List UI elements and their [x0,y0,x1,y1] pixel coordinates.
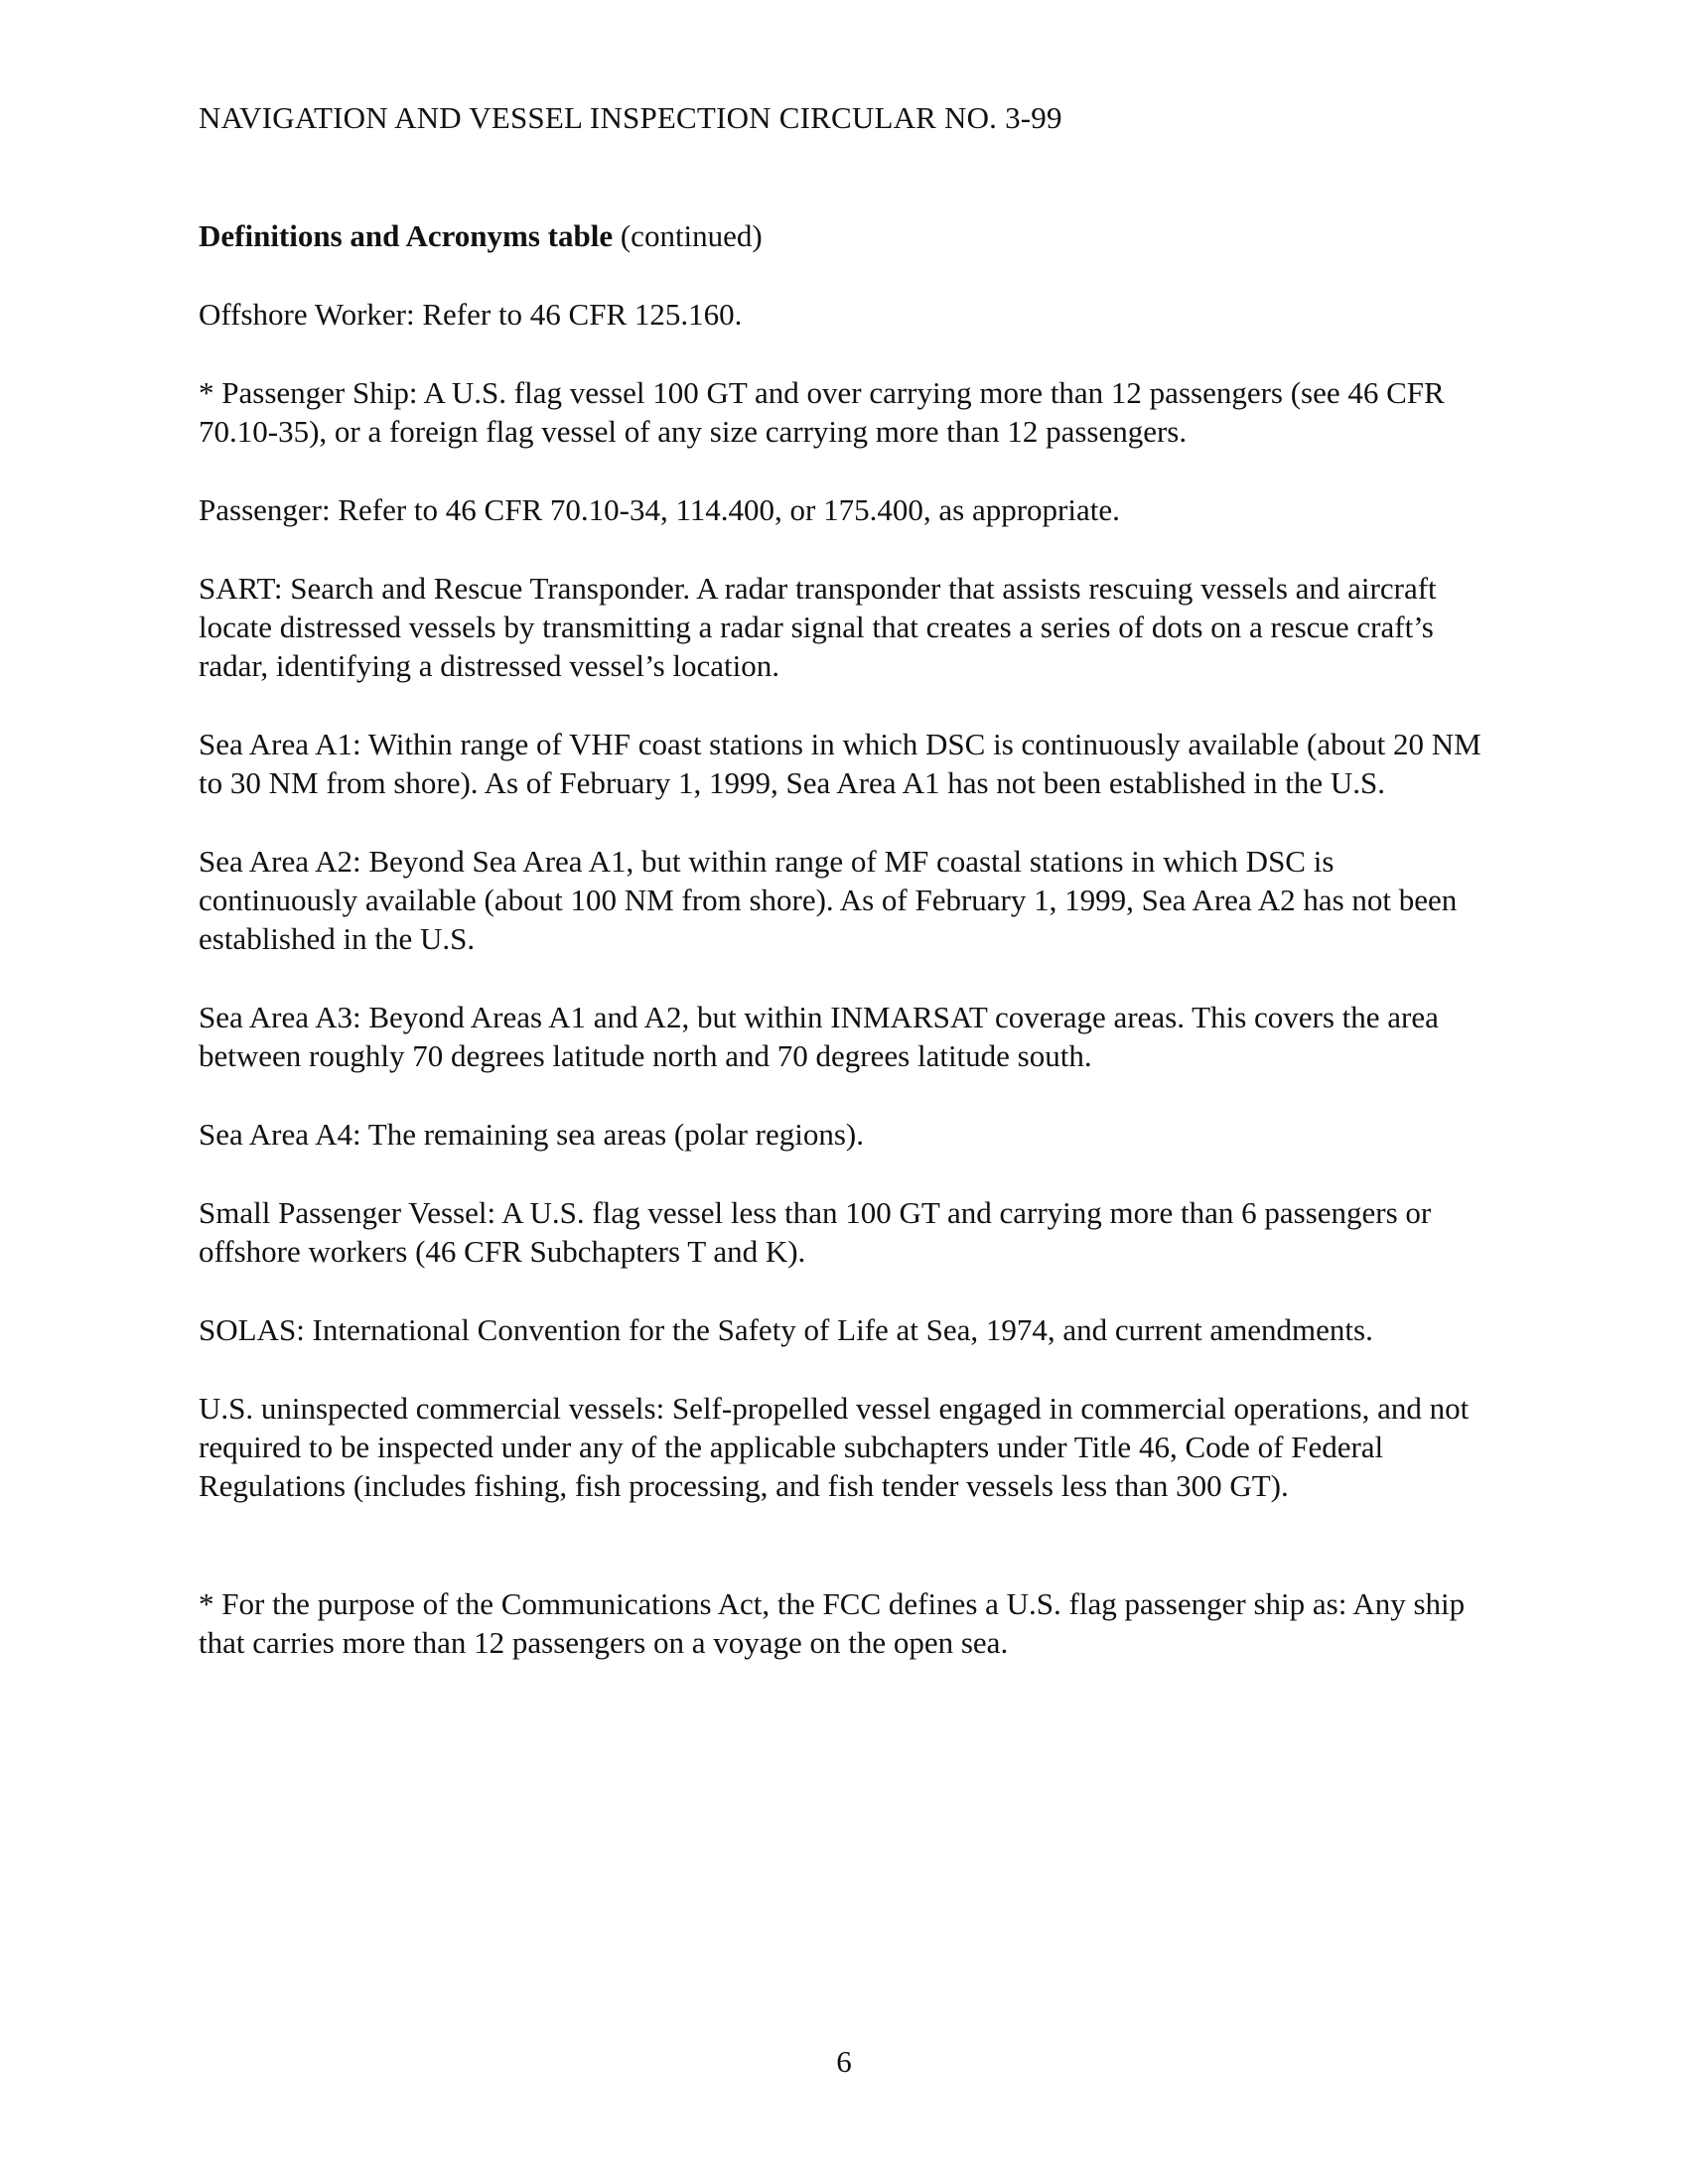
definition-small-passenger-vessel: Small Passenger Vessel: A U.S. flag vessel less than 100 GT and carrying more than 6 passengers or offshore workers (46 CFR Subchapters T and K). [199,1195,1432,1269]
page-number: 6 [836,2044,852,2079]
definition-solas: SOLAS: International Convention for the Safety of Life at Sea, 1974, and current amendments. [199,1312,1373,1347]
definition-sea-area-a2: Sea Area A2: Beyond Sea Area A1, but within range of MF coastal stations in which DSC is continuously available (about 100 NM from shore). As of February 1, 1999, Sea Area A2 has not been established in the U.S. [199,844,1458,956]
page-content [199,216,1499,1693]
footnote: * For the purpose of the Communications Act, the FCC defines a U.S. flag passenger ship as: Any ship that carries more than 12 passengers on a voyage on the open sea. [199,1586,1466,1660]
definition-passenger-ship: * Passenger Ship: A U.S. flag vessel 100 GT and over carrying more than 12 passengers (see 46 CFR 70.10-35), or a foreign flag vessel of any size carrying more than 12 passengers. [199,375,1445,449]
definition-sart: SART: Search and Rescue Transponder. A radar transponder that assists rescuing vessels and aircraft locate distressed vessels by transmitting a radar signal that creates a series of dots on a rescue craft’s radar, identifying a distressed vessel’s location. [199,571,1437,683]
definition-sea-area-a4: Sea Area A4: The remaining sea areas (polar regions). [199,1117,864,1152]
definition-passenger: Passenger: Refer to 46 CFR 70.10-34, 114.400, or 175.400, as appropriate. [199,492,1120,527]
definition-sea-area-a3: Sea Area A3: Beyond Areas A1 and A2, but within INMARSAT coverage areas. This covers the area between roughly 70 degrees latitude north and 70 degrees latitude south. [199,1000,1439,1073]
definition-sea-area-a1: Sea Area A1: Within range of VHF coast stations in which DSC is continuously available (about 20 NM to 30 NM from shore). As of February 1, 1999, Sea Area A1 has not been established in the U.S. [199,727,1481,800]
page-header: NAVIGATION AND VESSEL INSPECTION CIRCULAR NO. 3-99 [199,100,1062,135]
definition-us-uninspected-commercial-vessels: U.S. uninspected commercial vessels: Self-propelled vessel engaged in commercial operations, and not required to be inspected under any of the applicable subchapters under Title 46, Code of Federal Regulations (includes fishing, fish processing, and fish tender vessels less than 300 GT). [199,1391,1470,1503]
section-title-suffix: (continued) [613,218,763,253]
section-title-bold: Definitions and Acronyms table [199,218,614,253]
definition-offshore-worker: Offshore Worker: Refer to 46 CFR 125.160. [199,297,743,332]
section-title [199,216,1499,255]
